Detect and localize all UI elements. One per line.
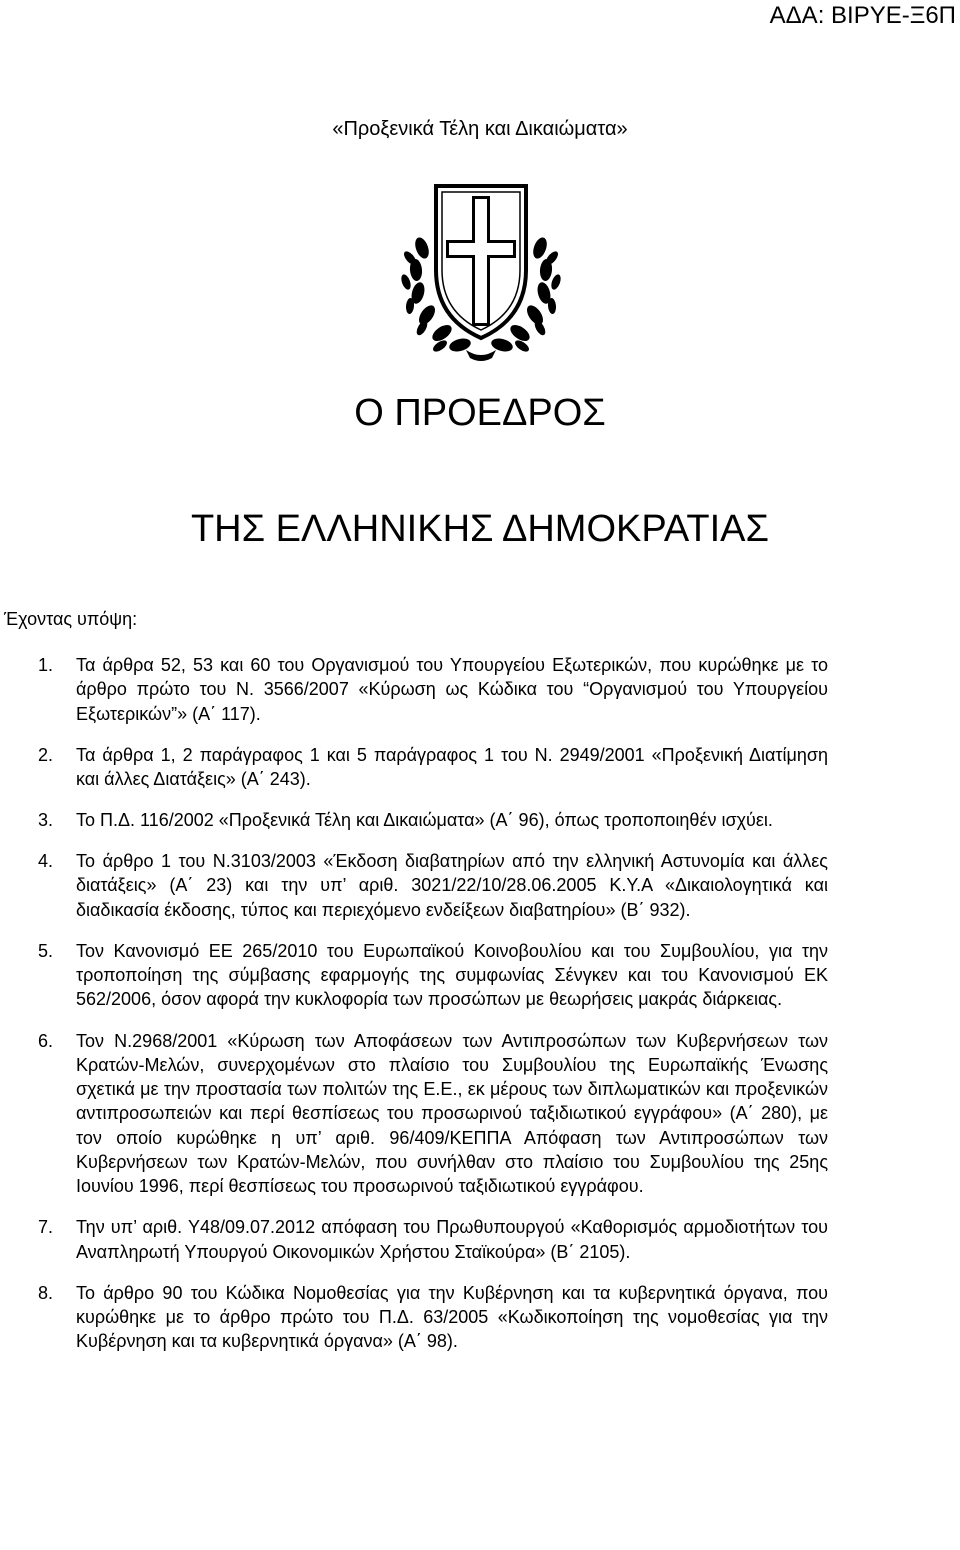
- list-item-text: Το Π.Δ. 116/2002 «Προξενικά Τέλη και Δικαιώματα» (Α΄ 96), όπως τροποποιηθέν ισχύει.: [76, 810, 773, 831]
- president-heading-line1: Ο ΠΡΟΕΔΡΟΣ: [354, 392, 606, 434]
- list-item-number: 3.: [38, 810, 54, 831]
- list-item-number: 2.: [38, 744, 54, 765]
- list-item: [38, 939, 828, 1012]
- considering-label: Έχοντας υπόψη:: [4, 609, 138, 629]
- list-item-number: 5.: [38, 940, 54, 961]
- president-heading-line2: ΤΗΣ ΕΛΛΗΝΙΚΗΣ ΔΗΜΟΚΡΑΤΙΑΣ: [190, 508, 770, 550]
- list-item-text: Τον Κανονισμό ΕΕ 265/2010 του Ευρωπαϊκού Κοινοβουλίου και του Συμβουλίου, για την τροποποίηση της σύμβασης εφαρμογής της συμφωνίας Σένγκεν και του Κανονισμού ΕΚ 562/2006, όσον αφορά την κυκλοφορία των προσώπων με θεωρήσεις μακράς διάρκειας.: [76, 940, 828, 1010]
- list-item: [38, 1215, 828, 1264]
- ada-code: ΑΔΑ: ΒΙΡΥΕ-Ξ6Π: [769, 2, 956, 29]
- considerations-list: [38, 653, 828, 1371]
- list-item: [38, 849, 828, 922]
- list-item: [38, 653, 828, 726]
- list-item-number: 6.: [38, 1030, 54, 1051]
- greek-coat-of-arms-icon: [400, 178, 562, 364]
- list-item-text: Την υπ’ αριθ. Υ48/09.07.2012 απόφαση του Πρωθυπουργού «Καθορισμός αρμοδιοτήτων του Αναπληρωτή Υπουργού Οικονομικών Χρήστου Σταϊκούρα» (Β΄ 2105).: [76, 1217, 828, 1262]
- list-item-number: 8.: [38, 1282, 54, 1303]
- list-item-text: Τον Ν.2968/2001 «Κύρωση των Αποφάσεων των Αντιπροσώπων των Κυβερνήσεων των Κρατών-Μελών, συνερχομένων στο πλαίσιο του Συμβουλίου της Ευρωπαϊκής Ένωσης σχετικά με την προστασία των πολιτών της Ε.Ε., εκ μέρους των διπλωματικών και προξενικών αντιπροσωπειών και περί θεσπίσεως του προσωρινού ταξιδιωτικού εγγράφου» (Α΄ 280), με τον οποίο κυρώθηκε η υπ’ αριθ. 96/409/ΚΕΠΠΑ Απόφαση των Αντιπροσώπων των Κυβερνήσεων των Κρατών-Μελών, που συνήλθαν στο πλαίσιο του Συμβουλίου της 25ης Ιουνίου 1996, περί θεσπίσεως του προσωρινού ταξιδιωτικού εγγράφου.: [76, 1030, 828, 1197]
- list-item-number: 1.: [38, 655, 54, 675]
- list-item: [38, 1029, 828, 1199]
- list-item: [38, 808, 828, 832]
- list-item-text: Το άρθρο 1 του Ν.3103/2003 «Έκδοση διαβατηρίων από την ελληνική Αστυνομία και άλλες διατάξεις» (Α΄ 23) και την υπ’ αριθ. 3021/22/10/28.06.2005 Κ.Υ.Α «Δικαιολογητικά και διαδικασία έκδοσης, τύπος και περιεχόμενο ενδείξεων διαβατηρίου» (Β΄ 932).: [76, 851, 828, 920]
- list-item-text: Τα άρθρα 52, 53 και 60 του Οργανισμού του Υπουργείου Εξωτερικών, που κυρώθηκε με το άρθρο πρώτο του Ν. 3566/2007 «Κύρωση ως Κώδικα του “Οργανισμού του Υπουργείου Εξωτερικών”» (Α΄ 117).: [76, 655, 828, 724]
- list-item: [38, 1281, 828, 1354]
- list-item-number: 7.: [38, 1217, 54, 1238]
- list-item-number: 4.: [38, 851, 54, 872]
- list-item: [38, 743, 828, 792]
- list-item-text: Το άρθρο 90 του Κώδικα Νομοθεσίας για την Κυβέρνηση και τα κυβερνητικά όργανα, που κυρώθηκε με το άρθρο πρώτο του Π.Δ. 63/2005 «Κωδικοποίηση της νομοθεσίας για την Κυβέρνηση και τα κυβερνητικά όργανα» (Α΄ 98).: [76, 1282, 828, 1352]
- document-title: «Προξενικά Τέλη και Δικαιώματα»: [332, 118, 628, 140]
- list-item-text: Τα άρθρα 1, 2 παράγραφος 1 και 5 παράγραφος 1 του Ν. 2949/2001 «Προξενική Διατίμηση και άλλες Διατάξεις» (Α΄ 243).: [76, 744, 828, 789]
